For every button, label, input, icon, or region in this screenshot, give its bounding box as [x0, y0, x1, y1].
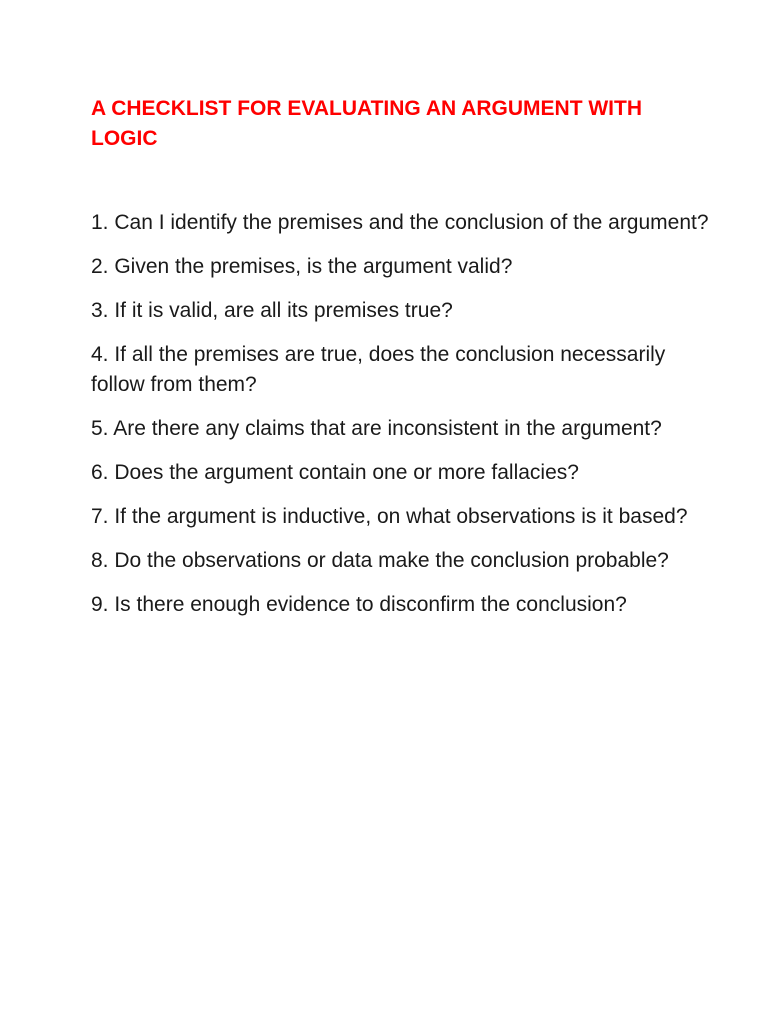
checklist-item-8: 8. Do the observations or data make the conclusion probable?: [91, 549, 669, 572]
checklist-item-7: 7. If the argument is inductive, on what observations is it based?: [91, 505, 688, 528]
checklist: [91, 208, 711, 634]
checklist-item-1: 1. Can I identify the premises and the conclusion of the argument?: [91, 211, 709, 234]
checklist-item-2: 2. Given the premises, is the argument valid?: [91, 255, 513, 278]
checklist-item-6: 6. Does the argument contain one or more fallacies?: [91, 461, 579, 484]
checklist-item-4: 4. If all the premises are true, does the conclusion necessarily follow from them?: [91, 343, 666, 396]
checklist-item-9: 9. Is there enough evidence to disconfirm the conclusion?: [91, 593, 627, 616]
document-title: A CHECKLIST FOR EVALUATING AN ARGUMENT WITH LOGIC: [91, 97, 643, 150]
checklist-item-5: 5. Are there any claims that are inconsistent in the argument?: [91, 417, 662, 440]
checklist-item-3: 3. If it is valid, are all its premises true?: [91, 299, 453, 322]
